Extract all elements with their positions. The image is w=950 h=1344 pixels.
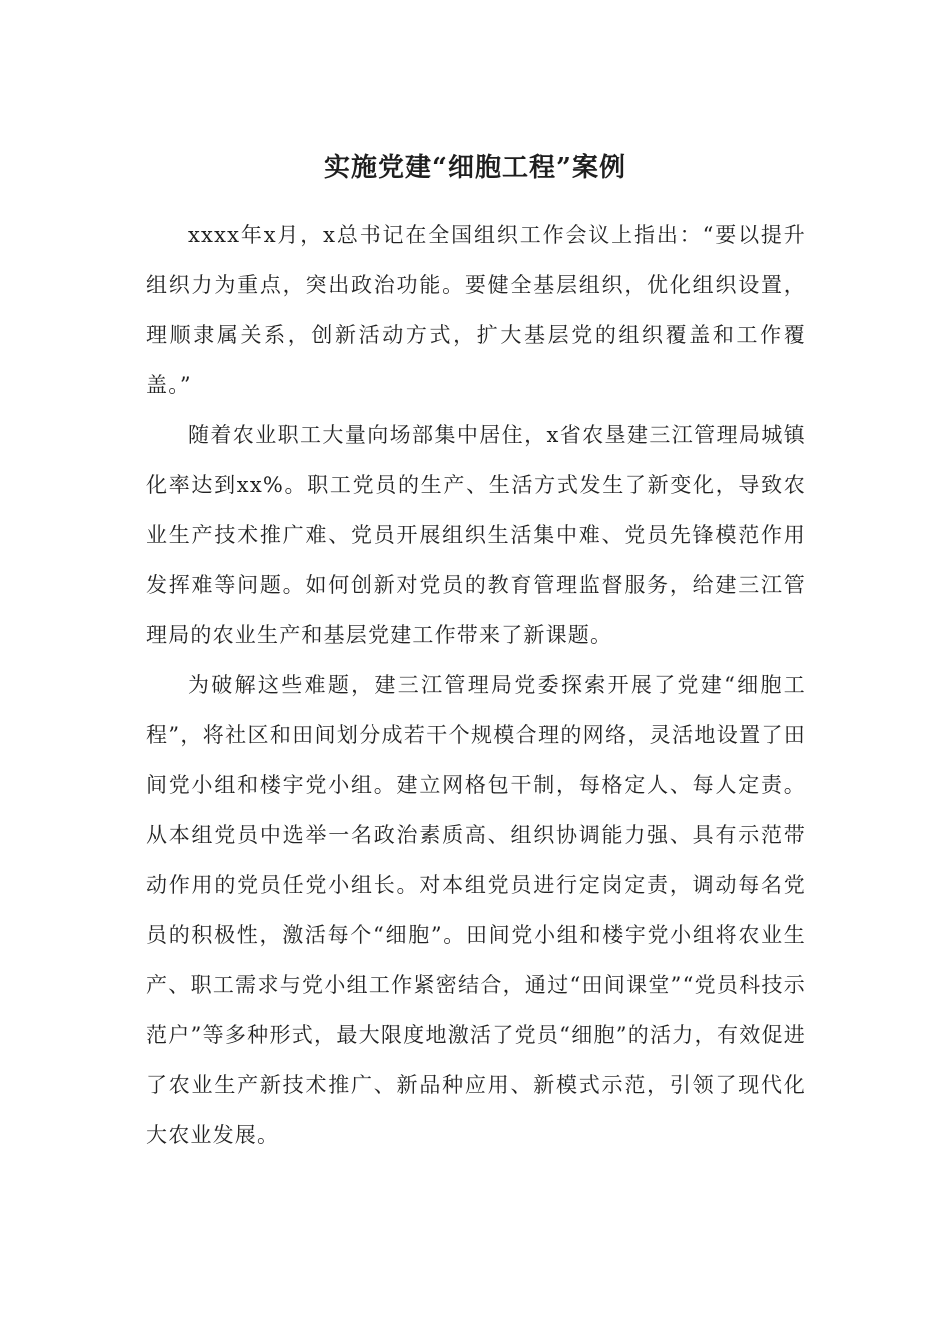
paragraph-2: 随着农业职工大量向场部集中居住，x省农垦建三江管理局城镇化率达到xx%。职工党员的生产、生活方式发生了新变化，导致农业生产技术推广难、党员开展组织生活集中难、党员先锋模范作用发挥难等问题。如何创新对党员的教育管理监督服务，给建三江管理局的农业生产和基层党建工作带来了新课题。 — [146, 423, 806, 647]
paragraph-1: xxxx年x月，x总书记在全国组织工作会议上指出：“要以提升组织力为重点，突出政治功能。要健全基层组织，优化组织设置，理顺隶属关系，创新活动方式，扩大基层党的组织覆盖和工作覆盖。” — [146, 223, 806, 397]
document-title: 实施党建“细胞工程”案例 — [324, 153, 626, 183]
paragraph-3-block — [146, 660, 806, 1160]
paragraph-1-block — [146, 210, 806, 410]
paragraph-3: 为破解这些难题，建三江管理局党委探索开展了党建“细胞工程”，将社区和田间划分成若干个规模合理的网络，灵活地设置了田间党小组和楼宇党小组。建立网格包干制，每格定人、每人定责。从本组党员中选举一名政治素质高、组织协调能力强、具有示范带动作用的党员任党小组长。对本组党员进行定岗定责，调动每名党员的积极性，激活每个“细胞”。田间党小组和楼宇党小组将农业生产、职工需求与党小组工作紧密结合，通过“田间课堂”“党员科技示范户”等多种形式，最大限度地激活了党员“细胞”的活力，有效促进了农业生产新技术推广、新品种应用、新模式示范，引领了现代化大农业发展。 — [146, 673, 806, 1147]
paragraph-2-block — [146, 410, 806, 660]
